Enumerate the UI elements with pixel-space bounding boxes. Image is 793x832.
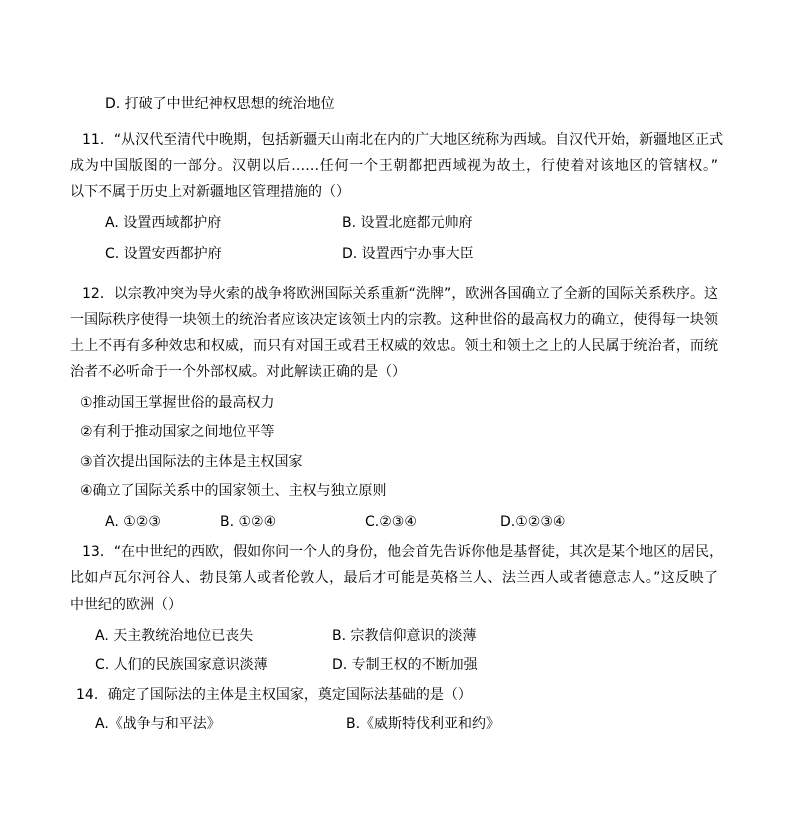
q11-option-c: C. 设置安西都护府 [105, 246, 222, 262]
q11-option-d: D. 设置西宁办事大臣 [342, 246, 474, 262]
q13-stem-line-3: 中世纪的欧洲（） [70, 597, 182, 613]
q12-stem-line-2: 一国际秩序使得一块领土的统治者应该决定该领土内的宗教。这种世俗的最高权力的确立，使得每一块领 [70, 312, 718, 328]
q13-stem-line-2: 比如卢瓦尔河谷人、勃艮第人或者伦敦人，最后才可能是英格兰人、法兰西人或者德意志人。”这反映了 [70, 570, 718, 586]
q12-option-c: C.②③④ [365, 514, 417, 530]
q13-option-c: C. 人们的民族国家意识淡薄 [95, 657, 268, 673]
q12-stem-line-3: 土上不再有多种效忠和权威，而只有对国王或君王权威的效忠。领土和领土之上的人民属于统治者，而统 [70, 338, 718, 354]
q13-option-a: A. 天主教统治地位已丧失 [95, 628, 254, 644]
q11-stem-line-3: 以下不属于历史上对新疆地区管理措施的（） [70, 184, 350, 200]
q12-statement-3: ③首次提出国际法的主体是主权国家 [80, 454, 303, 470]
q11-option-a: A. 设置西域都护府 [105, 215, 222, 231]
q12-statement-1: ①推动国王掌握世俗的最高权力 [80, 395, 275, 411]
q12-statement-4: ④确立了国际关系中的国家领土、主权与独立原则 [80, 483, 387, 499]
q14-option-a: A.《战争与和平法》 [95, 716, 221, 732]
q12-option-d: D.①②③④ [500, 514, 566, 530]
q12-statement-2: ②有利于推动国家之间地位平等 [80, 424, 275, 440]
q11-option-b: B. 设置北庭都元帅府 [342, 215, 473, 231]
q12-option-a: A. ①②③ [105, 514, 161, 530]
q11-stem-line-1: 11．“从汉代至清代中晚期，包括新疆天山南北在内的广大地区统称为西域。自汉代开始，新疆地区正式 [82, 132, 724, 148]
q11-stem-line-2: 成为中国版图的一部分。汉朝以后……任何一个王朝都把西域视为故土，行使着对该地区的管辖权。” [70, 158, 718, 174]
q12-option-b: B. ①②④ [220, 514, 277, 530]
q14-stem: 14．确定了国际法的主体是主权国家，奠定国际法基础的是（） [76, 687, 472, 703]
q13-stem-line-1: 13．“在中世纪的西欧，假如你问一个人的身份，他会首先告诉你他是基督徒，其次是某个地区的居民， [82, 544, 724, 560]
q10-option-d: D. 打破了中世纪神权思想的统治地位 [105, 96, 335, 112]
q14-option-b: B.《威斯特伐利亚和约》 [346, 716, 501, 732]
q13-option-d: D. 专制王权的不断加强 [332, 657, 478, 673]
q13-option-b: B. 宗教信仰意识的淡薄 [332, 628, 477, 644]
q12-stem-line-1: 12．以宗教冲突为导火索的战争将欧洲国际关系重新“洗牌”，欧洲各国确立了全新的国际关系秩序。这 [82, 286, 718, 302]
q12-stem-line-4: 治者不必听命于一个外部权威。对此解读正确的是（） [70, 364, 406, 380]
